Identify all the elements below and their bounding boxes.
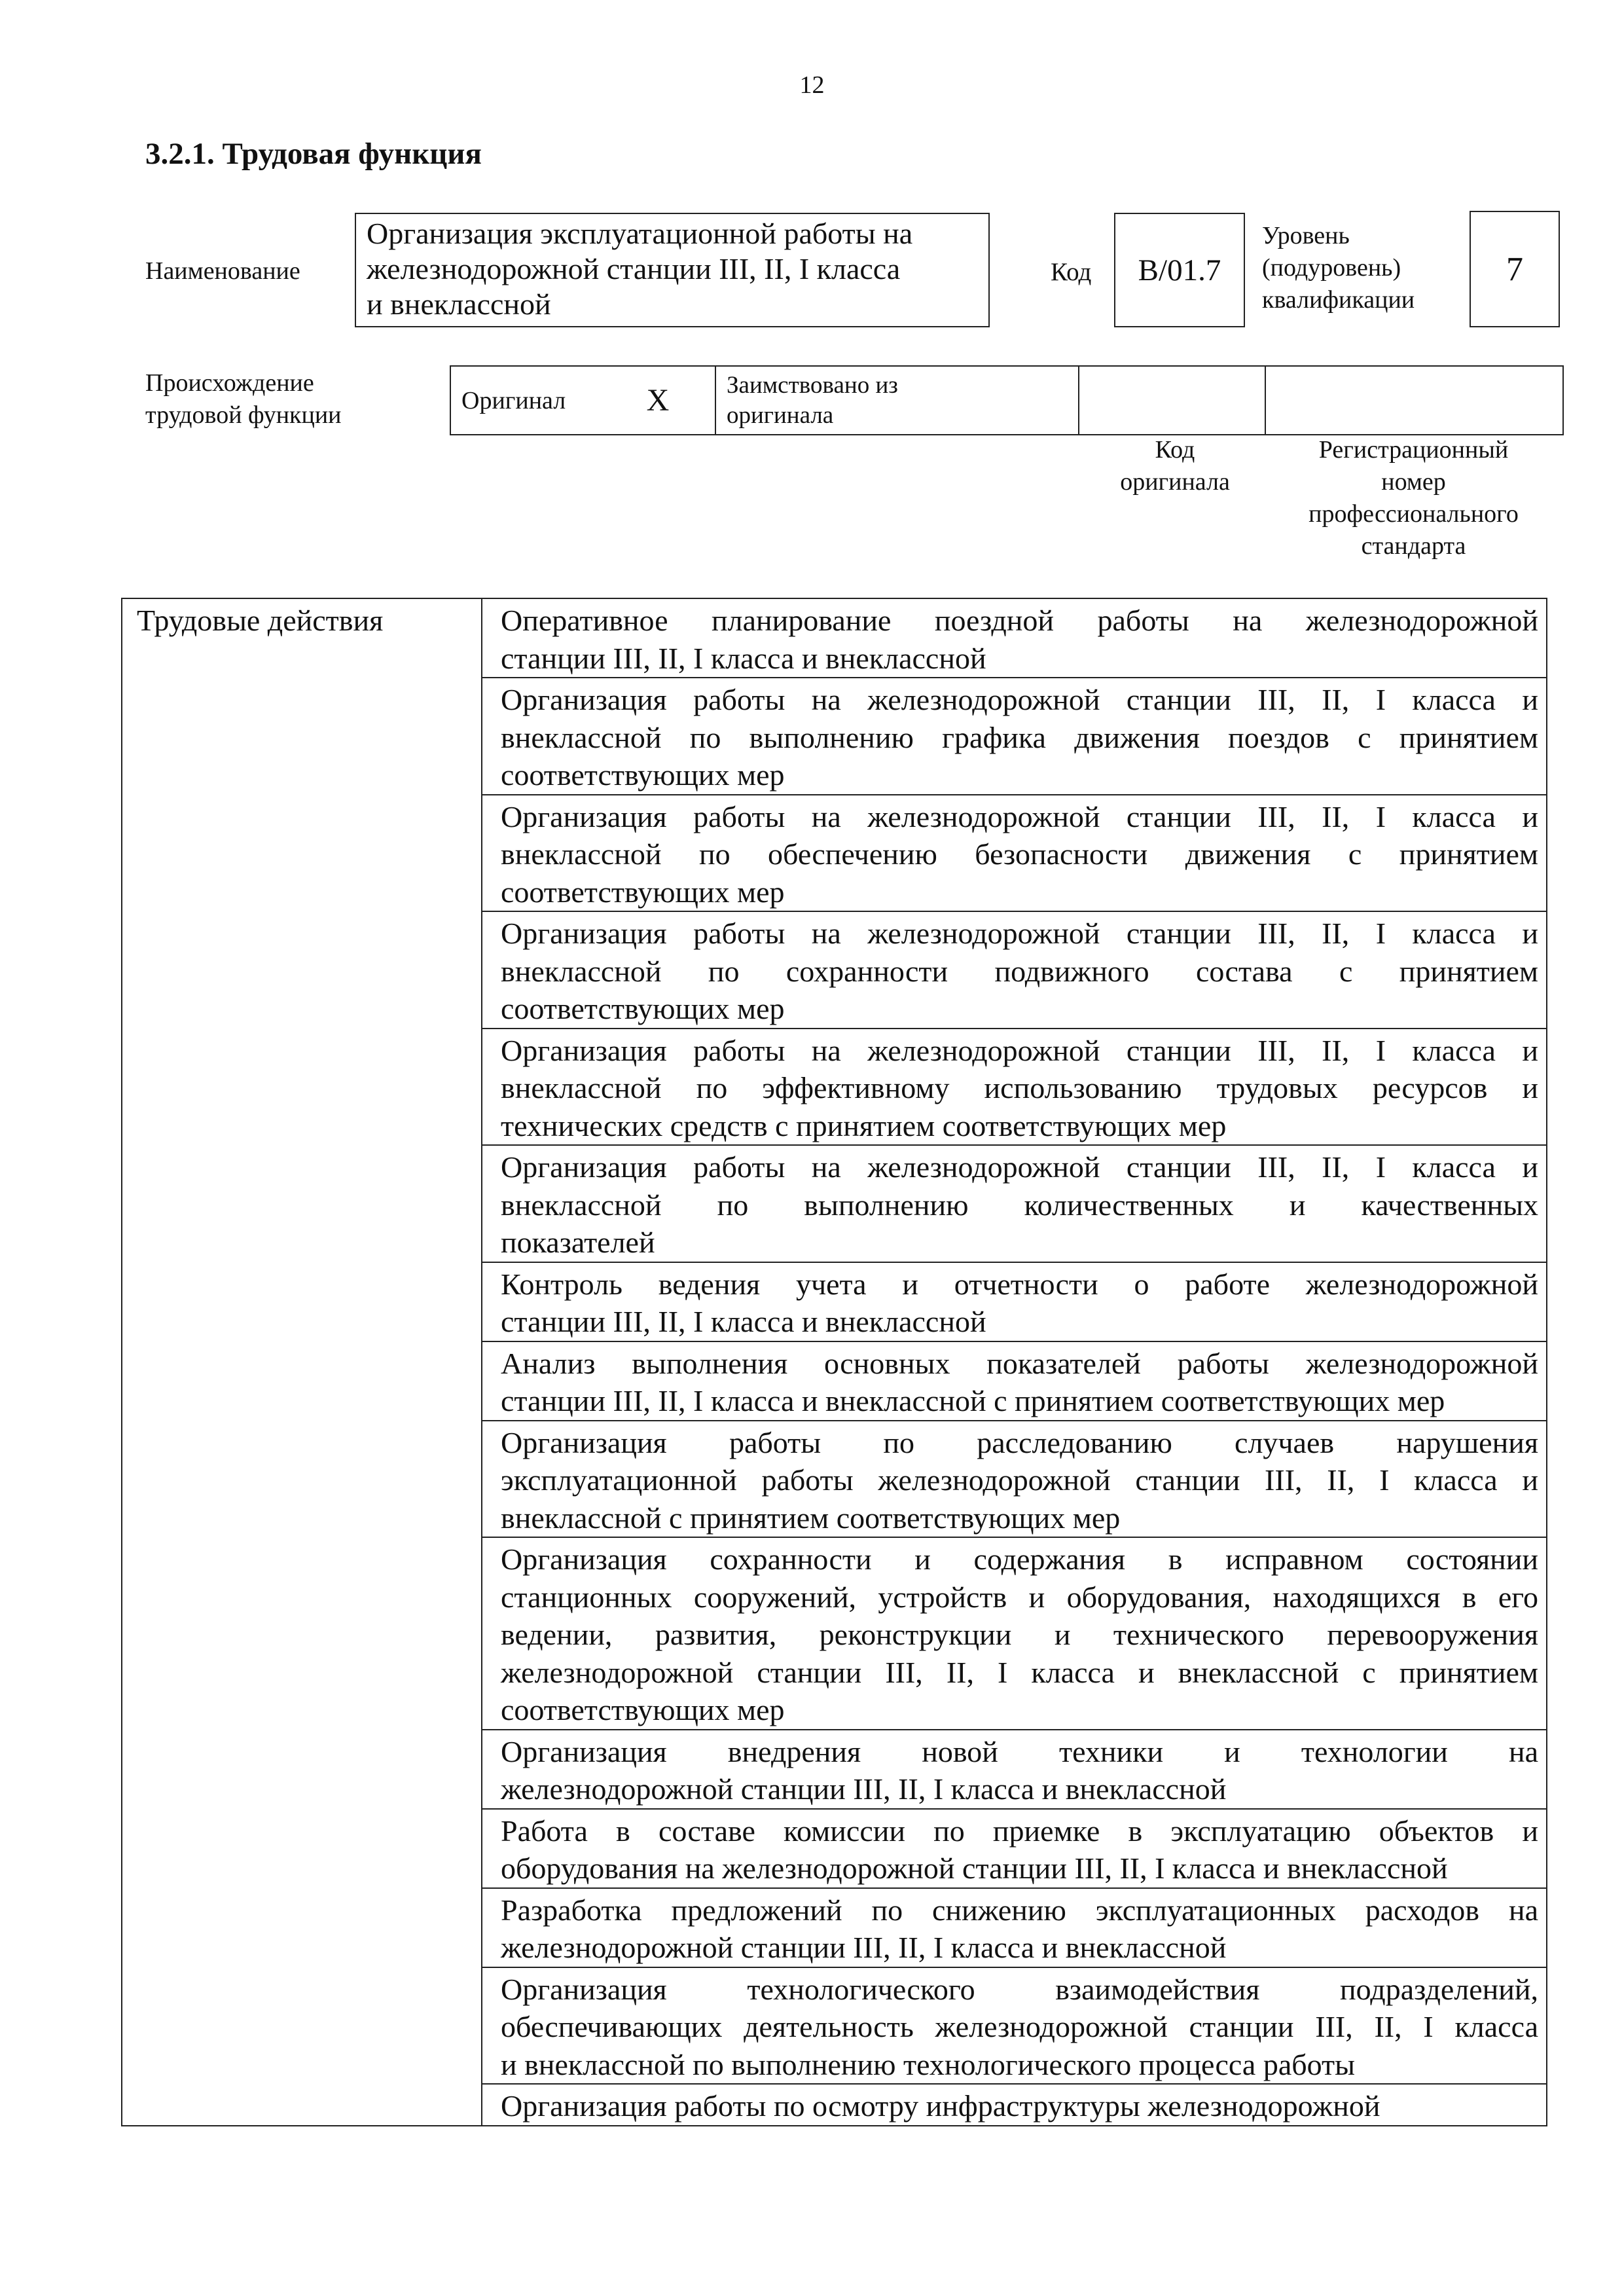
- labor-action-cell: [482, 1809, 1547, 1888]
- labor-action-cell: [482, 1341, 1547, 1421]
- labor-action-cell: [482, 1537, 1547, 1730]
- origin-label-line: Происхождение: [145, 369, 314, 397]
- labor-action-line: соответствующих мер: [501, 992, 785, 1025]
- caption-line: Регистрационный: [1318, 436, 1509, 464]
- reg-number-cell: [1265, 366, 1563, 435]
- origin-table: [450, 365, 1564, 435]
- labor-action-line: ведении, развития, реконструкции и технического перевооружения: [501, 1618, 1538, 1651]
- name-label: Наименование: [145, 257, 300, 285]
- labor-action-cell: [482, 795, 1547, 912]
- reg-number-caption: [1265, 434, 1562, 562]
- labor-action-line: Организация работы на железнодорожной станции III, II, I класса и: [501, 799, 1538, 833]
- borrowed-label-line: Заимствовано из: [727, 372, 898, 399]
- original-label-cell: Оригинал: [450, 366, 575, 435]
- labor-action-line: железнодорожной станции III, II, I класса и внеклассной: [501, 1772, 1227, 1806]
- labor-action-line: станции III, II, I класса и внеклассной с принятием соответствующих мер: [501, 1384, 1445, 1417]
- labor-action-cell: [482, 1730, 1547, 1809]
- function-name-box: [355, 213, 990, 327]
- labor-action-line: станции III, II, I класса и внеклассной: [501, 1305, 986, 1338]
- labor-action-line: Разработка предложений по снижению эксплуатационных расходов на: [501, 1893, 1538, 1927]
- labor-action-line: внеклассной по обеспечению безопасности движения с принятием: [501, 837, 1538, 871]
- labor-action-line: Контроль ведения учета и отчетности о работе железнодорожной: [501, 1267, 1538, 1301]
- labor-action-line: оборудования на железнодорожной станции III, II, I класса и внеклассной: [501, 1851, 1448, 1885]
- labor-action-cell: [482, 1967, 1547, 2085]
- labor-action-line: Организация технологического взаимодействия подразделений,: [501, 1972, 1538, 2006]
- function-name-line: Организация эксплуатационной работы на: [367, 217, 913, 250]
- original-code-cell: [1079, 366, 1265, 435]
- borrowed-label-line: оригинала: [727, 402, 834, 429]
- level-label: [1262, 220, 1415, 316]
- labor-action-line: Анализ выполнения основных показателей работы железнодорожной: [501, 1346, 1538, 1380]
- labor-action-cell: [482, 911, 1547, 1029]
- labor-action-line: внеклассной по сохранности подвижного состава с принятием: [501, 954, 1538, 988]
- caption-line: стандарта: [1361, 532, 1466, 560]
- labor-action-line: Организация работы на железнодорожной станции III, II, I класса и: [501, 683, 1538, 716]
- labor-action-line: станционных сооружений, устройств и оборудования, находящихся в его: [501, 1580, 1538, 1614]
- labor-action-row: [122, 598, 1547, 678]
- labor-action-cell: [482, 1029, 1547, 1146]
- labor-action-line: и внеклассной по выполнению технологического процесса работы: [501, 2047, 1356, 2081]
- labor-action-line: Организация работы на железнодорожной станции III, II, I класса и: [501, 1033, 1538, 1067]
- labor-action-line: станции III, II, I класса и внеклассной: [501, 641, 986, 675]
- labor-actions-table: [121, 598, 1547, 2126]
- caption-line: Код: [1155, 436, 1195, 464]
- labor-action-line: железнодорожной станции III, II, I класса и внеклассной: [501, 1931, 1227, 1964]
- labor-action-cell: [482, 598, 1547, 678]
- labor-action-line: Организация работы на железнодорожной станции III, II, I класса и: [501, 1150, 1538, 1184]
- labor-action-cell: [482, 1145, 1547, 1262]
- labor-action-line: технических средств с принятием соответствующих мер: [501, 1108, 1227, 1142]
- labor-action-line: Организация работы по расследованию случаев нарушения: [501, 1425, 1538, 1459]
- labor-action-line: внеклассной по выполнению количественных и качественных: [501, 1188, 1538, 1222]
- labor-action-cell: [482, 2084, 1547, 2126]
- code-label: Код: [1051, 258, 1092, 286]
- labor-action-line: Организация внедрения новой техники и технологии на: [501, 1734, 1538, 1768]
- labor-action-line: соответствующих мер: [501, 875, 785, 909]
- labor-action-line: показателей: [501, 1226, 655, 1259]
- labor-action-line: Организация работы по осмотру инфраструктуры железнодорожной: [501, 2089, 1380, 2123]
- labor-action-line: соответствующих мер: [501, 1693, 785, 1726]
- borrowed-label-cell: [715, 366, 1079, 435]
- labor-action-line: Организация сохранности и содержания в исправном состоянии: [501, 1542, 1538, 1576]
- level-value: 7: [1470, 211, 1560, 327]
- origin-label-line: трудовой функции: [145, 401, 342, 429]
- labor-actions-label: Трудовые действия: [122, 598, 482, 2126]
- page-number: 12: [799, 71, 825, 99]
- level-label-line: (подуровень): [1262, 254, 1401, 282]
- labor-action-cell: [482, 1421, 1547, 1538]
- origin-label: [145, 367, 342, 431]
- labor-action-cell: [482, 1888, 1547, 1967]
- labor-action-line: эксплуатационной работы железнодорожной станции III, II, I класса и: [501, 1463, 1538, 1497]
- labor-action-line: внеклассной по выполнению графика движения поездов с принятием: [501, 720, 1538, 754]
- function-name-line: и внеклассной: [367, 287, 551, 321]
- labor-action-line: Оперативное планирование поездной работы на железнодорожной: [501, 604, 1538, 637]
- level-label-line: Уровень: [1262, 222, 1350, 249]
- original-mark-cell: X: [575, 366, 715, 435]
- labor-action-line: железнодорожной станции III, II, I класса и внеклассной с принятием: [501, 1655, 1538, 1689]
- code-value: B/01.7: [1114, 213, 1245, 327]
- caption-line: профессионального: [1308, 500, 1519, 528]
- labor-action-line: Работа в составе комиссии по приемке в эксплуатацию объектов и: [501, 1813, 1538, 1848]
- labor-action-cell: [482, 1262, 1547, 1341]
- caption-line: номер: [1381, 468, 1446, 496]
- labor-action-line: обеспечивающих деятельность железнодорожной станции III, II, I класса: [501, 2010, 1538, 2043]
- labor-action-cell: [482, 678, 1547, 795]
- level-label-line: квалификации: [1262, 286, 1415, 314]
- section-title: 3.2.1. Трудовая функция: [145, 137, 482, 171]
- labor-action-line: соответствующих мер: [501, 758, 785, 792]
- labor-action-line: Организация работы на железнодорожной станции III, II, I класса и: [501, 917, 1538, 950]
- labor-action-line: внеклассной с принятием соответствующих мер: [501, 1501, 1121, 1535]
- labor-action-line: внеклассной по эффективному использованию трудовых ресурсов и: [501, 1071, 1538, 1104]
- function-name-line: железнодорожной станции III, II, I класса: [367, 252, 901, 285]
- original-code-caption: [1077, 434, 1273, 498]
- caption-line: оригинала: [1120, 468, 1230, 496]
